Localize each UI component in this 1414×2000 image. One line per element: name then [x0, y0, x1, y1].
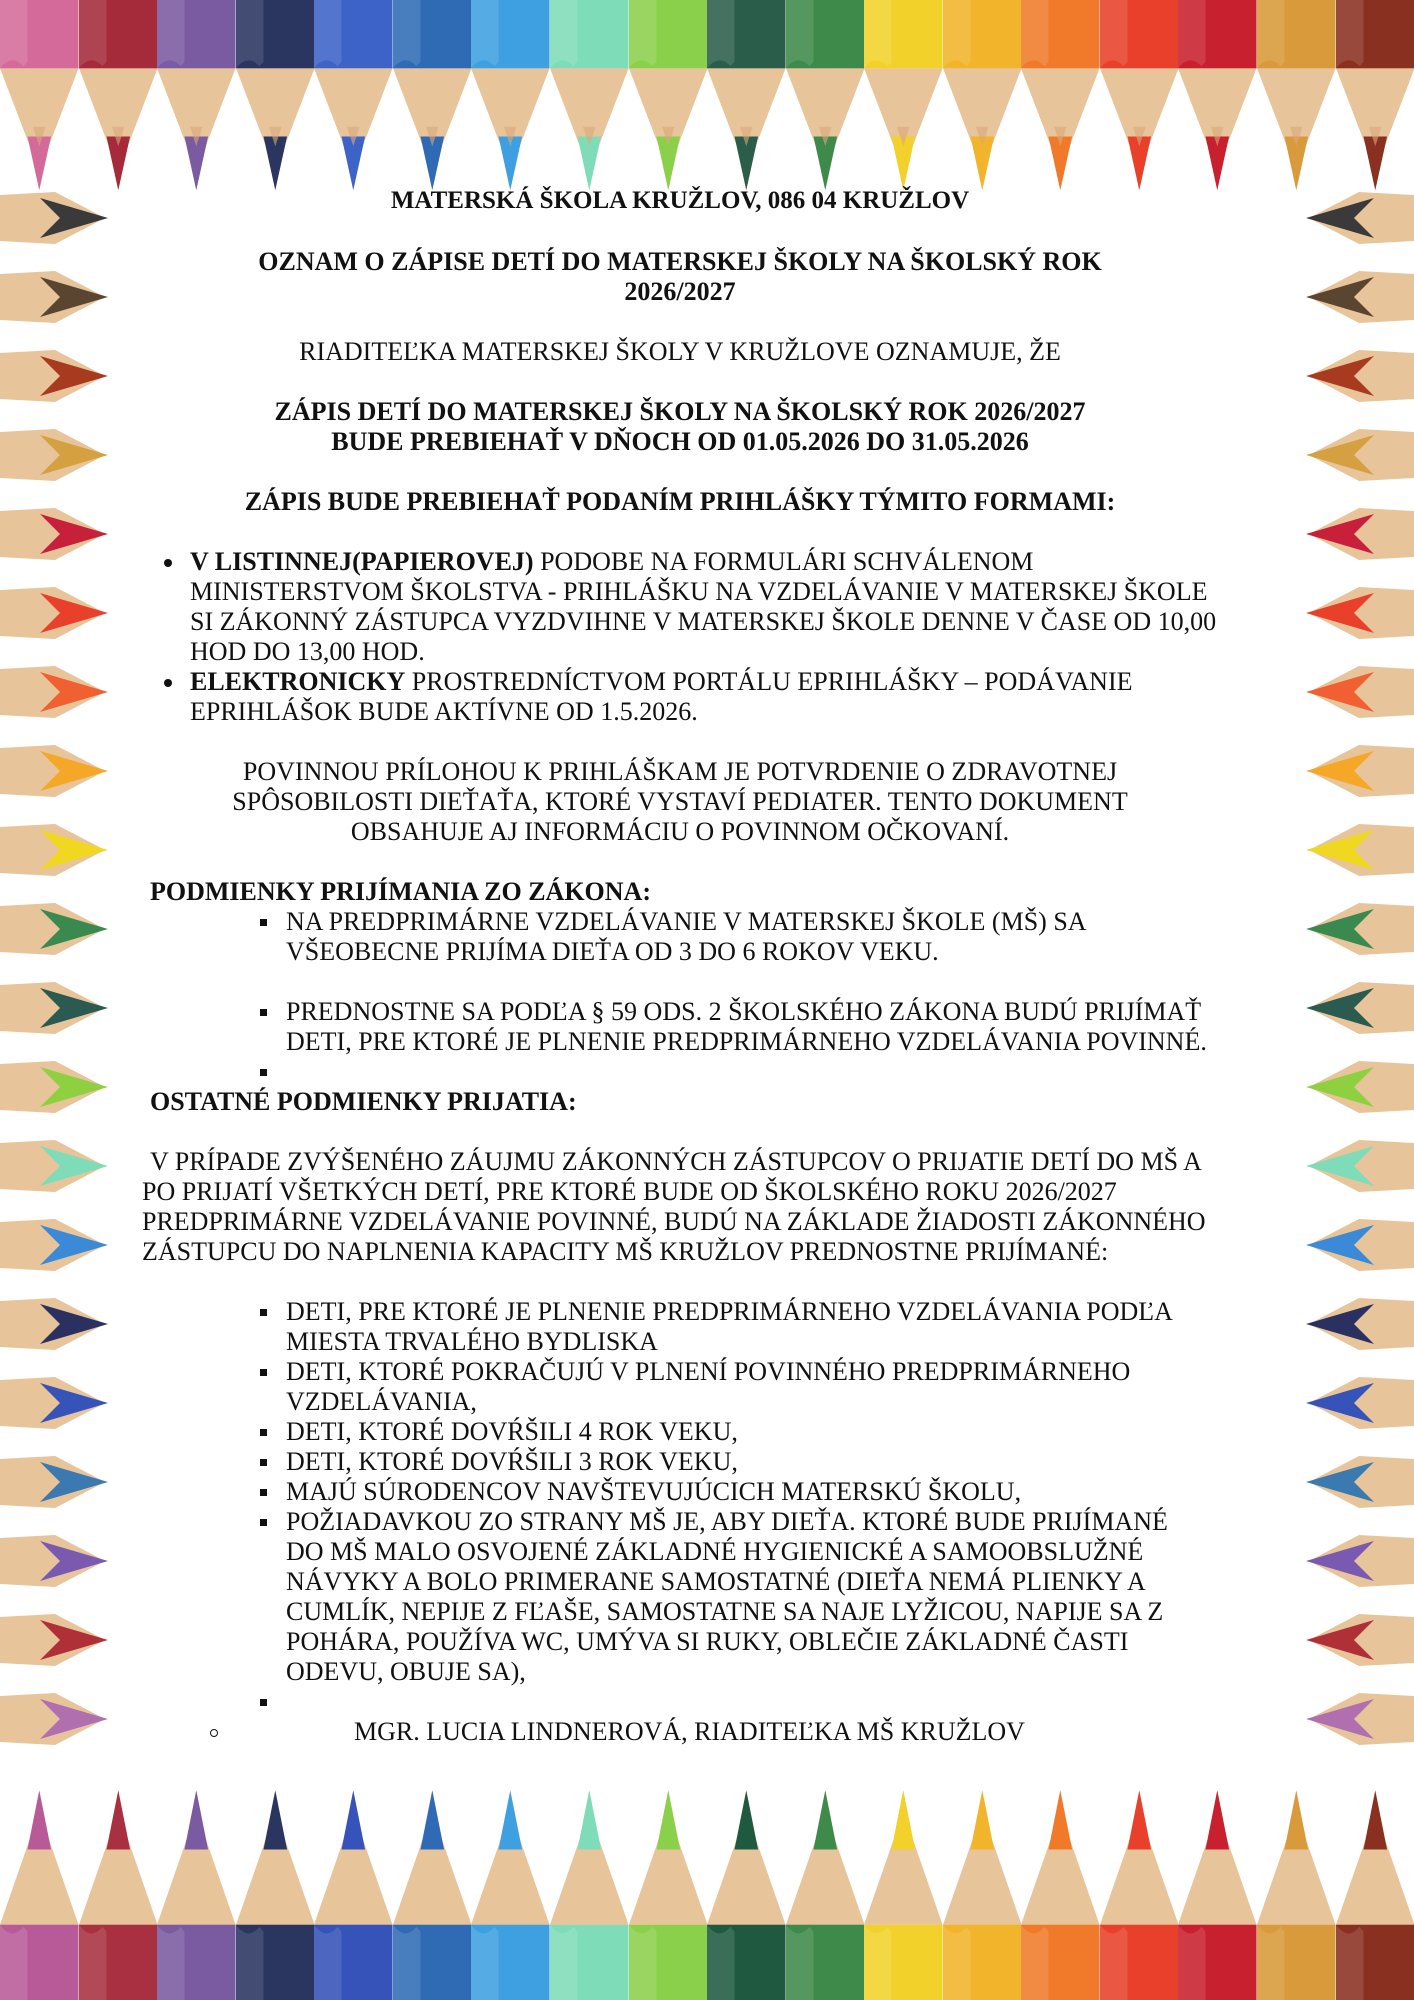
pencil-icon	[1302, 348, 1414, 404]
form-electronic	[190, 667, 1220, 727]
legal-condition-item: PREDNOSTNE SA PODĽA § 59 ODS. 2 ŠKOLSKÉHO ZÁKONA BUDÚ PRIJÍMAŤ DETI, PRE KTORÉ JE PLNENIE PREDPRIMÁRNEHO VZDELÁVANIA POVINNÉ.	[286, 997, 1220, 1057]
pencil-icon	[1302, 901, 1414, 957]
pencil-icon	[1302, 1612, 1414, 1668]
pencil-icon	[236, 1785, 315, 2000]
pencil-border-top	[0, 0, 1414, 195]
signature: MGR. LUCIA LINDNEROVÁ, RIADITEĽKA MŠ KRUŽLOV	[354, 1717, 1025, 1746]
school-name: MATERSKÁ ŠKOLA KRUŽLOV, 086 04 KRUŽLOV	[390, 187, 970, 214]
priority-criteria-list	[140, 1297, 1220, 1717]
priority-criterion-item: DETI, KTORÉ DOVŔŠILI 3 ROK VEKU,	[286, 1447, 1220, 1477]
pencil-icon	[0, 1691, 112, 1747]
pencil-icon	[0, 190, 112, 246]
pencil-icon	[157, 0, 236, 195]
priority-criterion-item: DETI, PRE KTORÉ JE PLNENIE PREDPRIMÁRNEHO VZDELÁVANIA PODĽA MIESTA TRVALÉHO BYDLISKA	[286, 1297, 1220, 1357]
priority-criterion-item: POŽIADAVKOU ZO STRANY MŠ JE, ABY DIEŤA. KTORÉ BUDE PRIJÍMANÉ DO MŠ MALO OSVOJENÉ ZÁKLADNÉ HYGIENICKÉ A SAMOOBSLUŽNÉ NÁVYKY A BOLO PRIMERANE SAMOSTATNÉ (DIEŤA NEMÁ PLIENKY A CUMLÍK, NEPIJE Z FĽAŠE, SAMOSTATNE SA NAJE LYŽICOU, NAPIJE SA Z POHÁRA, POUŽÍVA WC, UMÝVA SI RUKY, OBLEČIE ZÁKLADNÉ ČASTI ODEVU, OBUJE SA),	[286, 1507, 1220, 1687]
pencil-icon	[0, 901, 112, 957]
pencil-border-right	[1302, 190, 1414, 1790]
pencil-icon	[471, 0, 550, 195]
pencil-icon	[471, 1785, 550, 2000]
priority-criterion-item: DETI, KTORÉ POKRAČUJÚ V PLNENÍ POVINNÉHO PREDPRIMÁRNEHO VZDELÁVANIA,	[286, 1357, 1220, 1417]
pencil-border-bottom	[0, 1785, 1414, 2000]
pencil-icon	[393, 0, 472, 195]
attachment-note-line-2: SPÔSOBILOSTI DIEŤAŤA, KTORÉ VYSTAVÍ PEDIATER. TENTO DOKUMENT	[232, 787, 1128, 816]
announcement-document	[140, 186, 1220, 1747]
pencil-icon	[629, 0, 708, 195]
priority-criterion-item: MAJÚ SÚRODENCOV NAVŠTEVUJÚCICH MATERSKÚ ŠKOLU,	[286, 1477, 1220, 1507]
form-paper-label: V LISTINNEJ(PAPIEROVEJ)	[190, 547, 534, 576]
priority-criterion-empty-item	[286, 1687, 1220, 1717]
pencil-icon	[0, 1059, 112, 1115]
pencil-icon	[1302, 1454, 1414, 1510]
pencil-icon	[943, 0, 1022, 195]
pencil-icon	[1100, 1785, 1179, 2000]
form-paper	[190, 547, 1220, 667]
circle-bullet-icon	[210, 1729, 218, 1737]
pencil-icon	[0, 743, 112, 799]
pencil-icon	[1336, 1785, 1414, 2000]
list-spacer	[286, 967, 1220, 997]
pencil-icon	[0, 585, 112, 641]
announcement-title-line-1: OZNAM O ZÁPISE DETÍ DO MATERSKEJ ŠKOLY NA ŠKOLSKÝ ROK	[258, 247, 1102, 276]
pencil-icon	[1302, 585, 1414, 641]
pencil-icon	[707, 0, 786, 195]
pencil-icon	[314, 0, 393, 195]
enrollment-period-line-1: ZÁPIS DETÍ DO MATERSKEJ ŠKOLY NA ŠKOLSKÝ ROK 2026/2027	[274, 397, 1086, 426]
pencil-icon	[0, 664, 112, 720]
pencil-icon	[864, 1785, 943, 2000]
pencil-icon	[1302, 1691, 1414, 1747]
form-paper-text: PODOBE NA FORMULÁRI SCHVÁLENOM MINISTERSTVOM ŠKOLSTVA - PRIHLÁŠKU NA VZDELÁVANIE V MATERSKEJ ŠKOLE SI ZÁKONNÝ ZÁSTUPCA VYZDVIHNE V MATERSKEJ ŠKOLE DENNE V ČASE OD 10,00 HOD DO 13,00 HOD.	[190, 547, 1217, 666]
announcement-title-line-2: 2026/2027	[624, 277, 736, 306]
pencil-icon	[1302, 1375, 1414, 1431]
pencil-icon	[786, 1785, 865, 2000]
pencil-icon	[0, 0, 79, 195]
pencil-icon	[707, 1785, 786, 2000]
pencil-icon	[1100, 0, 1179, 195]
pencil-icon	[79, 1785, 158, 2000]
pencil-icon	[1302, 743, 1414, 799]
signature-row	[140, 1717, 1220, 1747]
pencil-icon	[1302, 980, 1414, 1036]
pencil-icon	[1302, 1138, 1414, 1194]
pencil-icon	[1336, 0, 1414, 195]
pencil-icon	[1302, 506, 1414, 562]
pencil-icon	[1257, 1785, 1336, 2000]
pencil-icon	[550, 1785, 629, 2000]
pencil-icon	[1302, 269, 1414, 325]
pencil-icon	[0, 269, 112, 325]
pencil-icon	[0, 1296, 112, 1352]
pencil-icon	[0, 506, 112, 562]
announcer-line: RIADITEĽKA MATERSKEJ ŠKOLY V KRUŽLOVE OZNAMUJE, ŽE	[299, 337, 1061, 366]
legal-condition-item: NA PREDPRIMÁRNE VZDELÁVANIE V MATERSKEJ ŠKOLE (MŠ) SA VŠEOBECNE PRIJÍMA DIEŤA OD 3 DO 6 ROKOV VEKU.	[286, 907, 1220, 967]
legal-conditions-heading: PODMIENKY PRIJÍMANIA ZO ZÁKONA:	[150, 877, 651, 906]
other-conditions-intro: V PRÍPADE ZVÝŠENÉHO ZÁUJMU ZÁKONNÝCH ZÁSTUPCOV O PRIJATIE DETÍ DO MŠ A PO PRIJATÍ VŠETKÝCH DETÍ, PRE KTORÉ BUDE OD ŠKOLSKÉHO ROKU 2026/2027 PREDPRIMÁRNE VZDELÁVANIE POVINNÉ, BUDÚ NA ZÁKLADE ŽIADOSTI ZÁKONNÉHO ZÁSTUPCU DO NAPLNENIA KAPACITY MŠ KRUŽLOV PREDNOSTNE PRIJÍMANÉ:	[142, 1147, 1206, 1266]
pencil-icon	[0, 980, 112, 1036]
pencil-icon	[550, 0, 629, 195]
application-forms-list	[140, 547, 1220, 727]
pencil-icon	[0, 1138, 112, 1194]
pencil-icon	[629, 1785, 708, 2000]
pencil-icon	[1021, 0, 1100, 195]
pencil-icon	[1302, 1533, 1414, 1589]
legal-condition-empty-item	[286, 1057, 1220, 1087]
attachment-note-line-3: OBSAHUJE AJ INFORMÁCIU O POVINNOM OČKOVANÍ.	[350, 817, 1010, 846]
pencil-border-left	[0, 190, 112, 1790]
pencil-icon	[0, 1454, 112, 1510]
pencil-icon	[1178, 0, 1257, 195]
pencil-icon	[0, 348, 112, 404]
pencil-icon	[943, 1785, 1022, 2000]
pencil-icon	[1302, 822, 1414, 878]
priority-criterion-item: DETI, KTORÉ DOVŔŠILI 4 ROK VEKU,	[286, 1417, 1220, 1447]
pencil-icon	[1302, 1059, 1414, 1115]
pencil-icon	[864, 0, 943, 195]
pencil-icon	[1302, 427, 1414, 483]
pencil-icon	[1302, 664, 1414, 720]
pencil-icon	[1178, 1785, 1257, 2000]
pencil-icon	[236, 0, 315, 195]
pencil-icon	[0, 1375, 112, 1431]
pencil-icon	[0, 1533, 112, 1589]
forms-heading: ZÁPIS BUDE PREBIEHAŤ PODANÍM PRIHLÁŠKY TÝMITO FORMAMI:	[244, 487, 1116, 516]
pencil-icon	[1302, 190, 1414, 246]
pencil-icon	[1257, 0, 1336, 195]
pencil-icon	[786, 0, 865, 195]
pencil-icon	[0, 1217, 112, 1273]
attachment-note-line-1: POVINNOU PRÍLOHOU K PRIHLÁŠKAM JE POTVRDENIE O ZDRAVOTNEJ	[242, 757, 1118, 786]
pencil-icon	[1302, 1296, 1414, 1352]
pencil-icon	[314, 1785, 393, 2000]
pencil-icon	[0, 1612, 112, 1668]
form-electronic-label: ELEKTRONICKY	[190, 667, 406, 696]
pencil-icon	[0, 822, 112, 878]
enrollment-period-line-2: BUDE PREBIEHAŤ V DŇOCH OD 01.05.2026 DO 31.05.2026	[331, 427, 1029, 456]
pencil-icon	[1021, 1785, 1100, 2000]
pencil-icon	[1302, 1217, 1414, 1273]
pencil-icon	[0, 1785, 79, 2000]
pencil-icon	[0, 427, 112, 483]
pencil-icon	[79, 0, 158, 195]
pencil-icon	[393, 1785, 472, 2000]
legal-conditions-list	[140, 907, 1220, 1087]
other-conditions-heading: OSTATNÉ PODMIENKY PRIJATIA:	[150, 1087, 577, 1116]
form-electronic-text: PROSTREDNÍCTVOM PORTÁLU EPRIHLÁŠKY – PODÁVANIE EPRIHLÁŠOK BUDE AKTÍVNE OD 1.5.2026.	[190, 667, 1133, 726]
pencil-icon	[157, 1785, 236, 2000]
